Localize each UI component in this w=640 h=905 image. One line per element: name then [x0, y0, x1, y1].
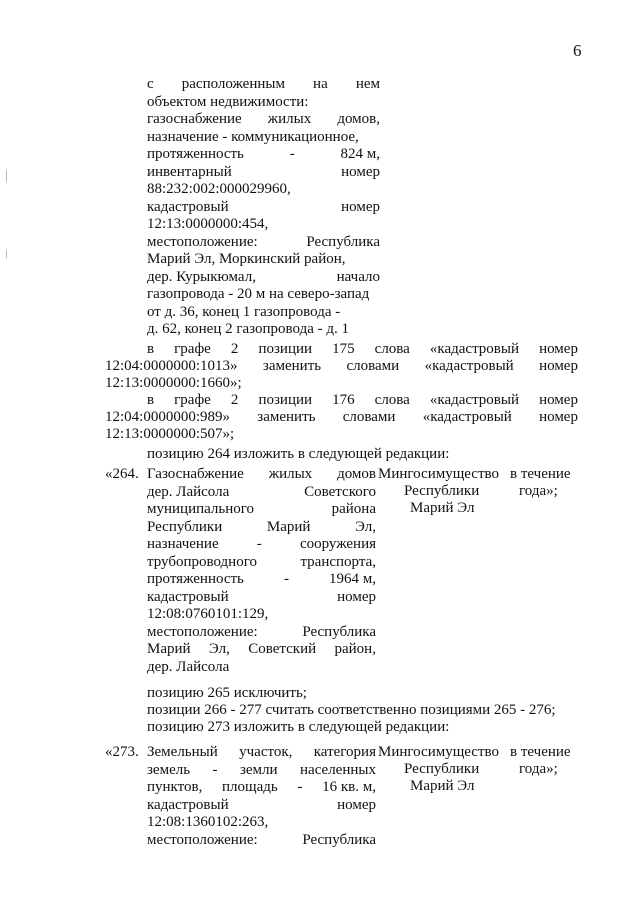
- text-word: кадастровый: [147, 796, 229, 813]
- text-line: [147, 589, 376, 607]
- text-line: [147, 146, 380, 164]
- text-word: Эл,: [208, 641, 230, 657]
- text-word: инвентарный: [147, 163, 232, 180]
- text-line: [147, 554, 376, 572]
- text-word: дер. Лайсола: [147, 483, 230, 500]
- text-word: населенных: [300, 761, 376, 778]
- text-line: [147, 304, 380, 322]
- text-line: [147, 234, 380, 252]
- text-word: объектом недвижимости:: [147, 93, 309, 110]
- text-word: 1964 м,: [329, 571, 376, 587]
- text-word: 824 м,: [340, 146, 380, 162]
- text-word: 12:13:0000000:454,: [147, 216, 269, 232]
- text-word: 12:08:1360102:263,: [147, 814, 269, 830]
- text-line: [147, 659, 376, 677]
- text-word: Газоснабжение: [147, 466, 244, 482]
- text-word: от д. 36, конец 1 газопровода -: [147, 303, 341, 320]
- text-word: муниципального: [147, 501, 255, 517]
- text-line: [147, 76, 380, 94]
- margin-mark: [6, 250, 7, 258]
- text-word: района: [331, 501, 376, 517]
- text-line: [147, 744, 376, 762]
- text-word: местоположение:: [147, 831, 258, 848]
- item-264-owner-1: Мингосимущество: [378, 466, 499, 482]
- text-word: 16 кв. м,: [322, 779, 376, 795]
- text-word: Марий: [266, 518, 311, 535]
- text-word: кадастровый: [147, 588, 229, 605]
- text-word: протяженность: [147, 146, 244, 162]
- item-273-owner-2: Республики: [404, 761, 480, 777]
- text-line: [147, 251, 380, 269]
- text-line: [147, 814, 376, 832]
- item-264-number: «264.: [105, 466, 139, 482]
- text-line: [147, 519, 376, 537]
- text-word: район,: [334, 641, 376, 657]
- text-word: местоположение:: [147, 233, 258, 250]
- text-word: площадь: [222, 779, 278, 795]
- text-word: дер. Курыкюмал,: [147, 268, 256, 285]
- item-264-term-2: года»;: [519, 483, 558, 499]
- statement-264: позицию 264 изложить в следующей редакции:: [147, 446, 450, 462]
- text-line: [147, 797, 376, 815]
- text-word: газопровода - 20 м на северо-запад: [147, 286, 370, 302]
- text-word: д. 62, конец 2 газопровода - д. 1: [147, 321, 350, 337]
- text-word: Эл,: [355, 518, 376, 535]
- text-word: Республика: [302, 623, 376, 640]
- text-word: нем: [355, 76, 380, 92]
- text-word: -: [297, 779, 303, 795]
- item-264-owner-3: Марий Эл: [410, 500, 475, 516]
- text-word: номер: [337, 588, 376, 605]
- text-line: [147, 641, 376, 659]
- text-word: расположенным: [181, 76, 285, 92]
- text-line: [147, 94, 380, 112]
- item-273-owner-1: Мингосимущество: [378, 744, 499, 760]
- text-word: транспорта,: [300, 553, 376, 570]
- statement-265: позицию 265 исключить;: [147, 685, 307, 701]
- text-word: назначение - коммуникационное,: [147, 128, 359, 145]
- text-line: [147, 536, 376, 554]
- text-line: [147, 216, 380, 234]
- text-line: [147, 164, 380, 182]
- text-word: номер: [337, 796, 376, 813]
- statement-266-277: позиции 266 - 277 считать соответственно позициями 265 - 276;: [147, 702, 556, 718]
- text-line: [147, 466, 376, 484]
- text-line: [147, 606, 376, 624]
- item-273-number: «273.: [105, 744, 139, 760]
- page-number: 6: [573, 41, 582, 60]
- text-word: -: [212, 761, 218, 778]
- text-word: -: [283, 571, 289, 587]
- amend-175-line3: 12:13:0000000:1660»;: [105, 375, 242, 391]
- text-word: -: [289, 146, 295, 162]
- text-line: [147, 286, 380, 304]
- text-word: Республика: [302, 831, 376, 848]
- text-word: номер: [341, 198, 380, 215]
- text-word: Советский: [248, 641, 317, 657]
- text-word: местоположение:: [147, 623, 258, 640]
- text-line: [147, 571, 376, 589]
- text-line: [147, 832, 376, 850]
- text-line: [147, 484, 376, 502]
- text-line: [147, 269, 380, 287]
- item-264-owner-2: Республики: [404, 483, 480, 499]
- text-line: [147, 321, 380, 339]
- text-word: трубопроводного: [147, 553, 257, 570]
- text-word: начало: [336, 268, 380, 285]
- statement-273: позицию 273 изложить в следующей редакции:: [147, 719, 450, 735]
- text-word: земли: [239, 761, 278, 778]
- margin-mark: [6, 170, 7, 182]
- text-line: [147, 501, 376, 519]
- text-word: Марий Эл, Моркинский район,: [147, 251, 346, 267]
- text-word: жилых: [268, 466, 313, 482]
- text-word: Республика: [306, 233, 380, 250]
- text-word: 88:232:002:000029960,: [147, 181, 291, 197]
- amend-175-line1: в графе 2 позиции 175 слова «кадастровый номер: [147, 341, 578, 357]
- text-word: с: [147, 76, 154, 92]
- item-273-term-1: в течение: [510, 744, 571, 760]
- text-word: номер: [341, 163, 380, 180]
- text-line: [147, 111, 380, 129]
- text-word: жилых: [267, 111, 312, 127]
- text-word: назначение: [147, 536, 219, 552]
- item-273-term-2: года»;: [519, 761, 558, 777]
- text-word: кадастровый: [147, 198, 229, 215]
- amend-176-line3: 12:13:0000000:507»;: [105, 426, 235, 442]
- amend-176-line1: в графе 2 позиции 176 слова «кадастровый номер: [147, 392, 578, 408]
- text-word: -: [256, 536, 262, 552]
- text-word: на: [313, 76, 328, 92]
- amend-176-line2: 12:04:0000000:989» заменить словами «кадастровый номер: [105, 409, 578, 425]
- text-word: газоснабжение: [147, 111, 242, 127]
- text-word: земель: [147, 761, 191, 778]
- text-line: [147, 779, 376, 797]
- text-word: Советского: [304, 483, 376, 500]
- amend-175-line2: 12:04:0000000:1013» заменить словами «кадастровый номер: [105, 358, 578, 374]
- text-word: домов,: [337, 111, 380, 127]
- text-word: категория: [313, 744, 376, 760]
- text-word: протяженность: [147, 571, 244, 587]
- text-word: Земельный: [147, 744, 218, 760]
- text-line: [147, 624, 376, 642]
- text-word: пунктов,: [147, 779, 203, 795]
- text-word: участок,: [239, 744, 293, 760]
- item-264-term-1: в течение: [510, 466, 571, 482]
- item-273-owner-3: Марий Эл: [410, 778, 475, 794]
- text-word: Республики: [147, 518, 223, 535]
- text-line: [147, 762, 376, 780]
- text-line: [147, 129, 380, 147]
- text-word: домов: [337, 466, 376, 482]
- text-word: дер. Лайсола: [147, 658, 230, 675]
- text-word: Марий: [147, 641, 191, 657]
- text-word: 12:08:0760101:129,: [147, 606, 269, 622]
- text-word: сооружения: [299, 536, 376, 552]
- text-line: [147, 181, 380, 199]
- text-line: [147, 199, 380, 217]
